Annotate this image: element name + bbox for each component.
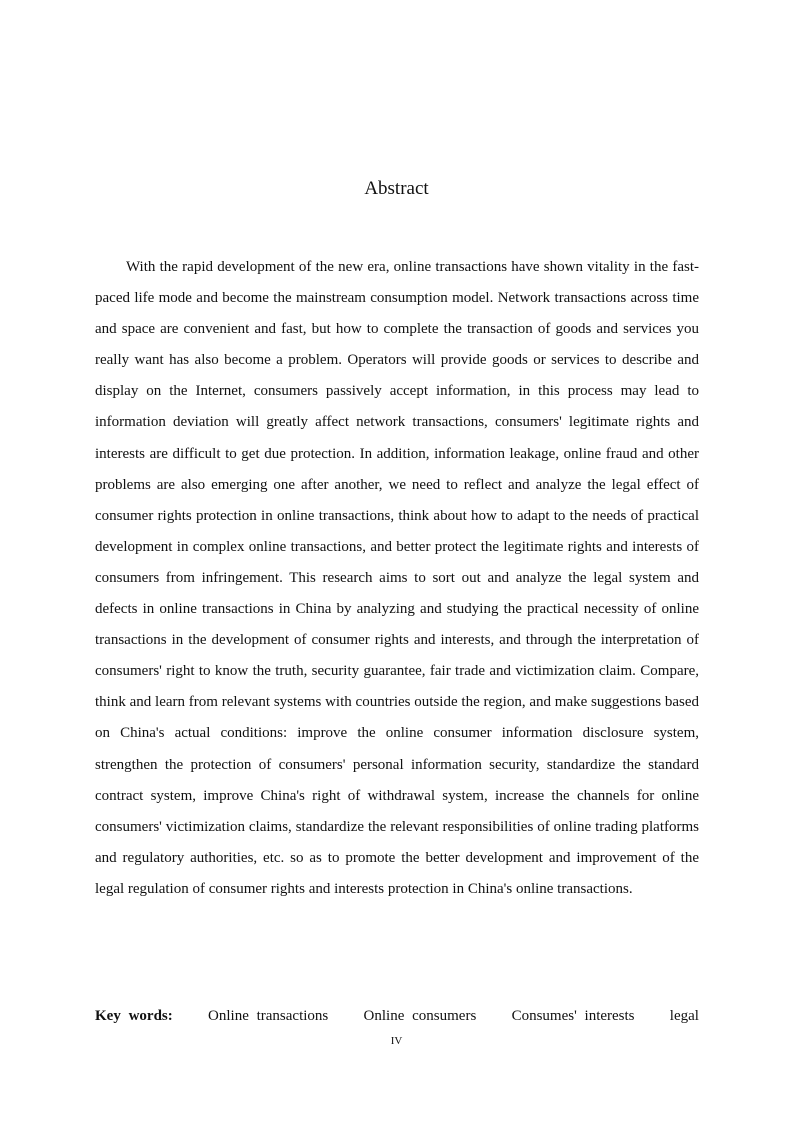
keyword-item: Online transactions (208, 1008, 329, 1024)
abstract-title: Abstract (364, 178, 429, 199)
abstract-paragraph: With the rapid development of the new era, online transactions have shown vitality in the fast-paced life mode and become the mainstream consumption model. Network transactions across time and space are convenient and fast, but how to complete the transaction of goods and services you really want has also become a problem. Operators will provide goods or services to describe and display on the Internet, consumers passively accept information, in this process may lead to information deviation will greatly affect network transactions, consumers' legitimate rights and interests are difficult to get due protection. In addition, information leakage, online fraud and other problems are also emerging one after another, we need to reflect and analyze the legal effect of consumer rights protection in online transactions, think about how to adapt to the needs of practical development in complex online transactions, and better protect the legitimate rights and interests of consumers from infringement. This research aims to sort out and analyze the legal system and defects in online transactions in China by analyzing and studying the practical necessity of online transactions in the development of consumer rights and interests, and through the interpretation of consumers' right to know the truth, security guarantee, fair trade and victimization claim. Compare, think and learn from relevant systems with countries outside the region, and make suggestions based on China's actual conditions: improve the online consumer information disclosure system, strengthen the protection of consumers' personal information security, standardize the standard contract system, improve China's right of withdrawal system, increase the channels for online consumers' victimization claims, standardize the relevant responsibilities of online trading platforms and regulatory authorities, etc. so as to promote the better development and improvement of the legal regulation of consumer rights and interests protection in China's online transactions. (95, 259, 699, 897)
keyword-item: legal (669, 1008, 699, 1024)
keyword-item: Consumes' interests (511, 1008, 635, 1024)
keyword-item: Online consumers (363, 1008, 477, 1024)
keywords-label: Key words: (95, 1008, 173, 1024)
page-number: IV (390, 1035, 403, 1047)
keywords-line (95, 1003, 699, 1029)
